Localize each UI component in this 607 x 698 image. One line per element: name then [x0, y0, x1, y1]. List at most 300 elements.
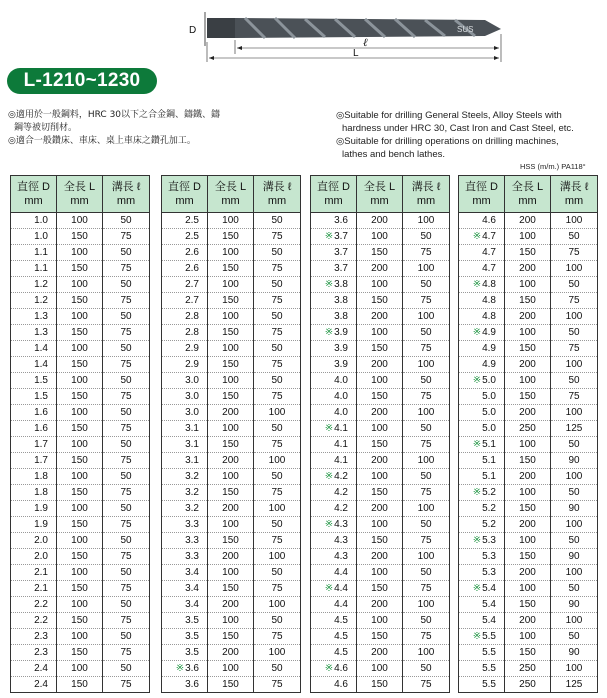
- table-row: [459, 645, 598, 661]
- flute-length-cell: 100: [551, 613, 598, 629]
- overall-length-cell: 100: [208, 517, 254, 533]
- flute-length-cell: 75: [403, 629, 450, 645]
- flute-length-cell: 100: [254, 645, 301, 661]
- overall-length-cell: 200: [208, 501, 254, 517]
- table-row: [162, 501, 301, 517]
- overall-length-cell: 200: [505, 405, 551, 421]
- flute-length-cell: 50: [254, 341, 301, 357]
- table-row: [459, 389, 598, 405]
- flute-length-cell: 75: [103, 581, 150, 597]
- table-row: [459, 485, 598, 501]
- overall-length-cell: 100: [357, 277, 403, 293]
- flute-length-cell: 50: [103, 629, 150, 645]
- diameter-cell: ※4.2: [311, 469, 357, 485]
- overall-length-cell: 100: [208, 373, 254, 389]
- overall-length-cell: 150: [208, 389, 254, 405]
- flute-length-cell: 75: [403, 485, 450, 501]
- flute-length-cell: 75: [103, 421, 150, 437]
- description-chinese: [8, 109, 308, 148]
- overall-length-cell: 100: [208, 213, 254, 229]
- overall-length-cell: 200: [357, 453, 403, 469]
- diameter-cell: 4.0: [311, 389, 357, 405]
- table-row: [11, 325, 150, 341]
- diameter-cell: 5.4: [459, 613, 505, 629]
- overall-length-cell: 150: [57, 389, 103, 405]
- table-row: [311, 453, 450, 469]
- diameter-cell: ※5.4: [459, 581, 505, 597]
- overall-length-cell: 150: [357, 437, 403, 453]
- table-row: [11, 309, 150, 325]
- flute-length-cell: 100: [254, 405, 301, 421]
- table-row: [11, 293, 150, 309]
- table-row: [11, 549, 150, 565]
- flute-length-cell: 50: [103, 213, 150, 229]
- table-row: [11, 517, 150, 533]
- flute-length-cell: 100: [551, 469, 598, 485]
- reference-mark: ※: [324, 327, 334, 338]
- table-row: [459, 517, 598, 533]
- diameter-cell: 2.6: [162, 245, 208, 261]
- overall-length-cell: 150: [208, 229, 254, 245]
- overall-length-cell: 100: [57, 245, 103, 261]
- table-row: [11, 485, 150, 501]
- overall-length-cell: 200: [208, 549, 254, 565]
- overall-length-cell: 100: [57, 213, 103, 229]
- overall-length-cell: 150: [208, 581, 254, 597]
- diameter-cell: 4.5: [311, 645, 357, 661]
- reference-mark: ※: [472, 631, 482, 642]
- diameter-cell: 2.9: [162, 357, 208, 373]
- overall-length-cell: 150: [57, 485, 103, 501]
- overall-length-cell: 250: [505, 421, 551, 437]
- diameter-cell: 2.1: [11, 565, 57, 581]
- flute-length-cell: 50: [103, 309, 150, 325]
- table-row: [311, 661, 450, 677]
- diameter-cell: 2.3: [11, 645, 57, 661]
- flute-length-cell: 75: [254, 677, 301, 693]
- table-row: [162, 293, 301, 309]
- flute-length-cell: 50: [103, 565, 150, 581]
- flute-length-cell: 50: [103, 661, 150, 677]
- diameter-cell: 3.5: [162, 629, 208, 645]
- flute-length-cell: 100: [403, 549, 450, 565]
- table-row: [11, 469, 150, 485]
- flute-length-cell: 50: [403, 229, 450, 245]
- diameter-label: D: [189, 25, 197, 36]
- reference-mark: ※: [472, 535, 482, 546]
- header-overall-length: 全長 L mm: [505, 176, 551, 213]
- header-diameter: 直徑 D mm: [162, 176, 208, 213]
- diameter-cell: 2.4: [11, 661, 57, 677]
- reference-mark: ※: [324, 663, 334, 674]
- flute-length-cell: 50: [403, 373, 450, 389]
- diameter-cell: 1.5: [11, 389, 57, 405]
- overall-length-cell: 150: [357, 341, 403, 357]
- overall-length-cell: 200: [357, 645, 403, 661]
- reference-mark: ※: [175, 663, 185, 674]
- overall-length-cell: 100: [208, 565, 254, 581]
- overall-length-cell: 100: [505, 533, 551, 549]
- table-row: [162, 357, 301, 373]
- flute-length-cell: 100: [403, 213, 450, 229]
- table-row: [11, 213, 150, 229]
- overall-length-cell: 100: [57, 469, 103, 485]
- flute-length-cell: 75: [254, 261, 301, 277]
- overall-length-cell: 150: [57, 229, 103, 245]
- flute-length-cell: 50: [254, 373, 301, 389]
- overall-length-cell: 150: [57, 293, 103, 309]
- diameter-cell: 4.9: [459, 341, 505, 357]
- flute-length-cell: 50: [403, 613, 450, 629]
- diameter-cell: 4.6: [311, 677, 357, 693]
- overall-length-cell: 100: [357, 661, 403, 677]
- flute-length-cell: 50: [254, 277, 301, 293]
- overall-length-cell: 100: [57, 373, 103, 389]
- flute-length-cell: 75: [551, 293, 598, 309]
- diameter-cell: 2.2: [11, 597, 57, 613]
- diameter-cell: 5.2: [459, 517, 505, 533]
- overall-length-cell: 100: [208, 309, 254, 325]
- table-row: [459, 309, 598, 325]
- flute-length-cell: 75: [551, 245, 598, 261]
- diameter-cell: 4.4: [311, 597, 357, 613]
- diameter-cell: 5.3: [459, 549, 505, 565]
- flute-length-cell: 50: [103, 341, 150, 357]
- reference-mark: ※: [324, 471, 334, 482]
- table-row: [459, 677, 598, 693]
- flute-length-cell: 100: [254, 453, 301, 469]
- flute-length-cell: 75: [103, 677, 150, 693]
- flute-length-cell: 50: [403, 469, 450, 485]
- diameter-cell: 5.1: [459, 469, 505, 485]
- flute-length-cell: 75: [254, 389, 301, 405]
- overall-length-cell: 150: [57, 549, 103, 565]
- overall-length-cell: 100: [357, 373, 403, 389]
- diameter-cell: 3.5: [162, 645, 208, 661]
- table-row: [311, 549, 450, 565]
- overall-length-cell: 200: [357, 549, 403, 565]
- table-row: [162, 565, 301, 581]
- diameter-cell: 4.2: [311, 485, 357, 501]
- overall-length-cell: 100: [208, 661, 254, 677]
- diameter-cell: 1.7: [11, 437, 57, 453]
- overall-length-cell: 150: [57, 581, 103, 597]
- flute-length-cell: 50: [254, 213, 301, 229]
- overall-length-cell: 200: [208, 405, 254, 421]
- reference-mark: ※: [472, 583, 482, 594]
- flute-length-cell: 100: [551, 261, 598, 277]
- diameter-cell: 2.8: [162, 309, 208, 325]
- overall-length-cell: 150: [57, 421, 103, 437]
- diameter-cell: 3.2: [162, 485, 208, 501]
- table-row: [459, 293, 598, 309]
- diameter-cell: 3.8: [311, 309, 357, 325]
- diameter-cell: 5.1: [459, 453, 505, 469]
- diameter-cell: 5.5: [459, 661, 505, 677]
- diameter-cell: 4.0: [311, 373, 357, 389]
- table-row: [11, 341, 150, 357]
- overall-length-cell: 100: [208, 245, 254, 261]
- table-row: [459, 613, 598, 629]
- diameter-cell: 1.8: [11, 469, 57, 485]
- flute-length-cell: 75: [403, 293, 450, 309]
- flute-length-cell: 75: [551, 389, 598, 405]
- table-row: [162, 629, 301, 645]
- table-row: [162, 469, 301, 485]
- flute-length-cell: 100: [551, 565, 598, 581]
- flute-length-cell: 75: [254, 581, 301, 597]
- diameter-cell: 4.9: [459, 357, 505, 373]
- flute-length-cell: 75: [254, 485, 301, 501]
- diameter-cell: 2.5: [162, 229, 208, 245]
- overall-length-cell: 200: [505, 261, 551, 277]
- table-row: [162, 213, 301, 229]
- flute-length-cell: 75: [403, 437, 450, 453]
- reference-mark: ※: [324, 583, 334, 594]
- desc-zh-line: 鋼等被切削材。: [14, 123, 78, 133]
- desc-zh-line: ◎適用於一般鋼料，HRC 30以下之合金鋼、鑄鐵、鑄: [8, 110, 221, 120]
- diameter-cell: 2.5: [162, 213, 208, 229]
- diameter-cell: 4.3: [311, 549, 357, 565]
- diameter-cell: 1.3: [11, 309, 57, 325]
- flute-length-cell: 100: [403, 261, 450, 277]
- table-row: [311, 437, 450, 453]
- overall-length-cell: 100: [208, 613, 254, 629]
- reference-mark: ※: [472, 231, 482, 242]
- table-row: [311, 213, 450, 229]
- diameter-cell: 5.0: [459, 405, 505, 421]
- table-row: [311, 245, 450, 261]
- diameter-cell: 1.5: [11, 373, 57, 389]
- flute-length-cell: 50: [551, 533, 598, 549]
- flute-length-cell: 50: [254, 613, 301, 629]
- overall-length-cell: 150: [208, 677, 254, 693]
- table-row: [162, 581, 301, 597]
- series-title: L-1210~1230: [7, 68, 157, 94]
- desc-en-line: lathes and bench lathes.: [342, 149, 445, 160]
- table-row: [162, 309, 301, 325]
- diameter-cell: 1.6: [11, 405, 57, 421]
- overall-length-cell: 150: [505, 245, 551, 261]
- flute-length-cell: 75: [103, 357, 150, 373]
- diameter-cell: ※3.9: [311, 325, 357, 341]
- flute-length-cell: 75: [403, 389, 450, 405]
- diameter-cell: 3.0: [162, 373, 208, 389]
- table-row: [11, 245, 150, 261]
- flute-length-cell: 100: [403, 501, 450, 517]
- desc-zh-line: ◎適合一般鑽床、車床、桌上車床之鑽孔加工。: [8, 136, 196, 146]
- flute-length-cell: 100: [551, 213, 598, 229]
- overall-length-cell: 100: [57, 405, 103, 421]
- flute-length-cell: 75: [254, 533, 301, 549]
- flute-length-cell: 50: [403, 661, 450, 677]
- overall-length-cell: 150: [208, 629, 254, 645]
- table-row: [162, 405, 301, 421]
- header-flute-length: 溝長 ℓ mm: [103, 176, 150, 213]
- diameter-cell: 3.9: [311, 341, 357, 357]
- reference-mark: ※: [472, 487, 482, 498]
- desc-en-line: ◎Suitable for drilling operations on drilling machines,: [336, 136, 559, 147]
- diameter-cell: ※3.7: [311, 229, 357, 245]
- flute-length-cell: 100: [254, 501, 301, 517]
- diameter-cell: 1.6: [11, 421, 57, 437]
- diameter-cell: 1.4: [11, 357, 57, 373]
- table-row: [311, 613, 450, 629]
- diameter-cell: ※4.8: [459, 277, 505, 293]
- overall-length-cell: 100: [357, 325, 403, 341]
- overall-length-cell: 100: [357, 565, 403, 581]
- table-row: [311, 581, 450, 597]
- table-row: [459, 581, 598, 597]
- table-row: [459, 325, 598, 341]
- overall-length-cell: 150: [357, 581, 403, 597]
- overall-length-cell: 150: [505, 293, 551, 309]
- flute-length-cell: 50: [103, 245, 150, 261]
- flute-length-cell: 75: [403, 341, 450, 357]
- overall-length-cell: 100: [505, 277, 551, 293]
- diameter-cell: 3.2: [162, 469, 208, 485]
- table-row: [459, 501, 598, 517]
- table-row: [459, 453, 598, 469]
- overall-length-cell: 100: [505, 437, 551, 453]
- overall-length-cell: 200: [505, 357, 551, 373]
- diameter-cell: 3.6: [311, 213, 357, 229]
- diameter-cell: 3.7: [311, 261, 357, 277]
- table-row: [311, 325, 450, 341]
- table-row: [311, 357, 450, 373]
- overall-length-cell: 100: [505, 581, 551, 597]
- table-row: [162, 277, 301, 293]
- flute-length-cell: 50: [254, 469, 301, 485]
- flute-length-cell: 75: [103, 389, 150, 405]
- drill-diagram: [185, 4, 505, 64]
- table-row: [162, 597, 301, 613]
- flute-length-cell: 50: [103, 373, 150, 389]
- overall-length-cell: 200: [357, 501, 403, 517]
- diameter-cell: 5.5: [459, 677, 505, 693]
- flute-length-cell: 75: [103, 453, 150, 469]
- table-row: [162, 373, 301, 389]
- diameter-cell: 3.6: [162, 677, 208, 693]
- diameter-cell: 1.1: [11, 261, 57, 277]
- diameter-cell: 2.9: [162, 341, 208, 357]
- header-flute-length: 溝長 ℓ mm: [551, 176, 598, 213]
- overall-length-cell: 150: [57, 677, 103, 693]
- table-row: [11, 229, 150, 245]
- overall-length-cell: 100: [57, 501, 103, 517]
- diameter-cell: ※3.6: [162, 661, 208, 677]
- diameter-cell: 3.7: [311, 245, 357, 261]
- flute-length-cell: 50: [551, 485, 598, 501]
- diameter-cell: 2.2: [11, 613, 57, 629]
- flute-length-cell: 75: [103, 645, 150, 661]
- overall-length-cell: 100: [357, 469, 403, 485]
- flute-length-cell: 75: [103, 549, 150, 565]
- table-row: [11, 581, 150, 597]
- reference-mark: ※: [324, 423, 334, 434]
- table-row: [311, 389, 450, 405]
- overall-length-cell: 150: [357, 629, 403, 645]
- table-row: [311, 597, 450, 613]
- table-row: [459, 229, 598, 245]
- diameter-cell: 5.2: [459, 501, 505, 517]
- flute-length-cell: 50: [403, 277, 450, 293]
- overall-length-cell: 150: [505, 549, 551, 565]
- table-row: [459, 629, 598, 645]
- overall-length-cell: 150: [357, 485, 403, 501]
- material-note: HSS (m/m.) PA118°: [520, 162, 586, 171]
- flute-length-cell: 50: [551, 437, 598, 453]
- table-row: [11, 629, 150, 645]
- overall-length-cell: 100: [57, 629, 103, 645]
- diameter-cell: ※4.3: [311, 517, 357, 533]
- table-row: [162, 389, 301, 405]
- table-row: [311, 533, 450, 549]
- overall-length-cell: 100: [57, 565, 103, 581]
- overall-length-cell: 100: [357, 613, 403, 629]
- diameter-cell: 4.7: [459, 261, 505, 277]
- overall-length-cell: 150: [57, 645, 103, 661]
- table-row: [459, 261, 598, 277]
- flute-length-cell: 125: [551, 677, 598, 693]
- spec-table: [458, 175, 598, 693]
- diameter-cell: ※5.0: [459, 373, 505, 389]
- diameter-cell: ※4.4: [311, 581, 357, 597]
- diameter-cell: 1.0: [11, 229, 57, 245]
- table-row: [162, 485, 301, 501]
- table-row: [11, 533, 150, 549]
- header-diameter: 直徑 D mm: [11, 176, 57, 213]
- diameter-cell: 4.4: [311, 565, 357, 581]
- overall-length-cell: 150: [57, 453, 103, 469]
- flute-length-cell: 75: [103, 485, 150, 501]
- flute-length-cell: 50: [254, 517, 301, 533]
- header-overall-length: 全長 L mm: [208, 176, 254, 213]
- diameter-cell: 2.0: [11, 549, 57, 565]
- diameter-cell: 2.3: [11, 629, 57, 645]
- flute-length-cell: 75: [103, 613, 150, 629]
- diameter-cell: ※5.2: [459, 485, 505, 501]
- table-row: [11, 501, 150, 517]
- flute-length-cell: 50: [551, 373, 598, 389]
- flute-length-cell: 75: [254, 229, 301, 245]
- diameter-cell: 4.7: [459, 245, 505, 261]
- flute-length-cell: 90: [551, 501, 598, 517]
- flute-length-cell: 50: [254, 245, 301, 261]
- table-row: [162, 661, 301, 677]
- flute-length-cell: 75: [103, 325, 150, 341]
- flute-length-cell: 50: [103, 469, 150, 485]
- diameter-cell: 3.4: [162, 565, 208, 581]
- flute-length-cell: 75: [254, 325, 301, 341]
- table-row: [162, 437, 301, 453]
- diameter-cell: 1.9: [11, 501, 57, 517]
- table-row: [459, 597, 598, 613]
- flute-length-cell: 75: [103, 293, 150, 309]
- flute-length-cell: 75: [103, 261, 150, 277]
- overall-length-cell: 200: [505, 517, 551, 533]
- table-row: [162, 453, 301, 469]
- overall-length-cell: 150: [357, 389, 403, 405]
- overall-length-cell: 150: [208, 293, 254, 309]
- diameter-cell: ※5.1: [459, 437, 505, 453]
- table-row: [459, 213, 598, 229]
- overall-length-cell: 150: [208, 437, 254, 453]
- flute-length-cell: 100: [403, 357, 450, 373]
- overall-length-cell: 150: [505, 341, 551, 357]
- table-row: [11, 565, 150, 581]
- overall-length-cell: 100: [57, 533, 103, 549]
